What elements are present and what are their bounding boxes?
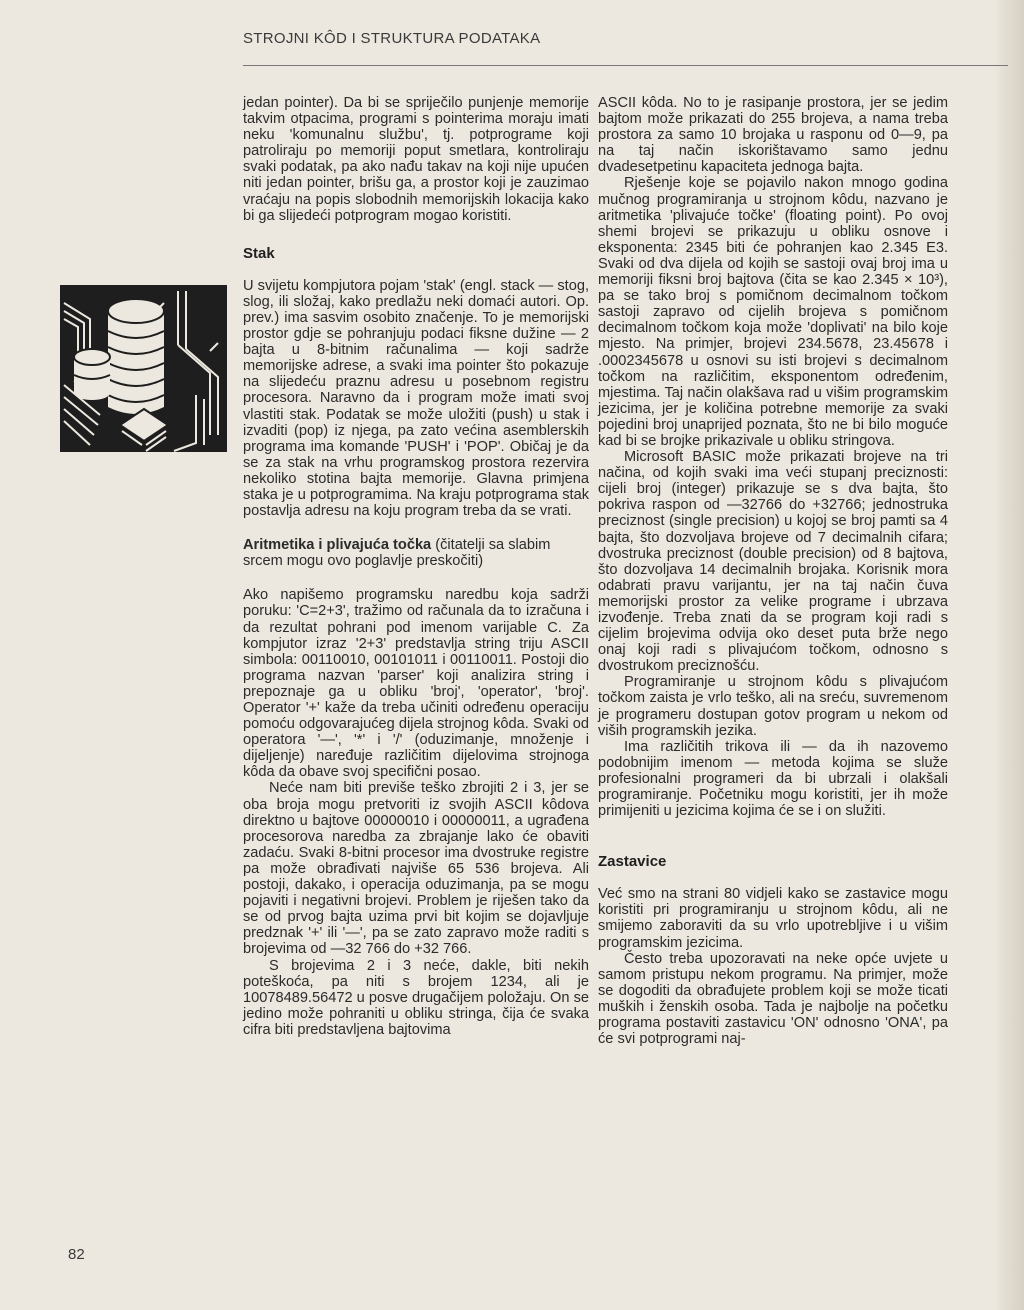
section-heading-stak: Stak bbox=[243, 244, 275, 262]
paragraph: Ima različitih trikova ili — da ih nazovemo podobnijim imenom — metoda kojima se služe profesionalni programeri da bi ubrzali i olakšali programiranje. Početniku mogu koristiti, jer ih može primijeniti u jezicima kojima će se i on služiti. bbox=[598, 738, 948, 820]
paragraph: ASCII kôda. No to je rasipanje prostora, jer se jedim bajtom može prikazati do 255 brojeva, a nama treba prostora za samo 10 brojaka u rasponu od 0—9, pa na taj način iskorištavamo samo jednu dvadesetpetinu kapaciteta jednoga bajta. bbox=[598, 95, 948, 176]
right-column bbox=[598, 95, 948, 1047]
section-heading-aritmetika: Aritmetika i plivajuća točka bbox=[243, 537, 432, 554]
header-rule bbox=[243, 65, 1008, 66]
page-edge bbox=[994, 0, 1024, 1310]
paragraph: Ako napišemo programsku naredbu koja sadrži poruku: 'C=2+3', tražimo od računala da to izračuna i da rezultat pohrani pod imenom varijable C. Za kompjutor izraz '2+3' predstavlja string triju ASCII simbola: 00110010, 00101011 i 00110011. Postoji dio programa nazvan 'parser' koji analizira string i prepoznaje ga u obliku 'broj', 'operator', 'broj'. Operator '+' kaže da treba učiniti određenu operaciju pomoću odgovarajućeg dijela strojnog kôda. Svaki od operatora '—', '*' i '/' (oduzimanje, množenje i dijeljenje) naređuje različitim dijelovima strojnoga kôda da obave svoj specifični posao. bbox=[243, 587, 589, 781]
paragraph: jedan pointer). Da bi se spriječilo punjenje memorije takvim otpacima, programi s pointerima moraju imati neku 'komunalnu službu', tj. potprograme koji patroliraju po memoriji poput smetlara, kontroliraju svaki podatak, pa ako nađu takav na koji nije upućen niti jedan pointer, brišu ga, a prostor koji je zauzimao vraćaju na popis slobodnih memorijskih lokacija kako bi ga slijedeći potprogram mogao koristiti. bbox=[243, 95, 589, 224]
paragraph: Rješenje koje se pojavilo nakon mnogo godina mučnog programiranja u strojnom kôdu, nazvano je aritmetika 'plivajuće točke' (floating point). Po ovoj shemi brojevi se prikazuju u obliku osnove i eksponenta: 2345 biti će pohranjen kao 2.345 E3. Svaki od dva dijela od kojih se sastoji ovaj broj ima u memoriji fiksni broj bajtova (čita se kao 2.345 × 10³), pa se tako broj s pomičnom decimalnom točkom sastoji zapravo od cijelih brojeva s pomičnom decimalnom točkom koja može 'doplivati' na bilo koje mjesto. Na primjer, brojevi 234.5678, 23.45678 i .0002345678 u osnovi su isti brojevi s decimalnom točkom na različitim, eksponentom određenim, mjestima. Taj način olakšava rad u višim programskim jezicima, jer je količina potrebne memorije za svaki pojedini broj unaprijed poznata, što ne bi bilo moguće kad bi se brojke prikazivale u obliku stringova. bbox=[598, 175, 948, 449]
paragraph: Programiranje u strojnom kôdu s plivajućom točkom zaista je vrlo teško, ali na sreću, suvremenom je programeru dostupan gotov program u nekom od viših programskih jezika. bbox=[598, 674, 948, 739]
paragraph: Često treba upozoravati na neke opće uvjete u samom pristupu nekom programu. Na primjer, može se dogoditi da obrađujete problem koji se može ticati muških i ženskih osoba. Tada je najbolje na početku programa postaviti zastavicu 'ON' odnosno 'ONA', pa će svi potprogrami naj- bbox=[598, 950, 948, 1048]
left-column bbox=[243, 95, 589, 1038]
section-heading-aritmetika-line bbox=[243, 537, 589, 569]
running-head: STROJNI KÔD I STRUKTURA PODATAKA bbox=[243, 30, 541, 47]
section-heading-note: (čitatelji sa slabim srcem mogu ovo poglavlje preskočiti) bbox=[243, 537, 551, 570]
paragraph: Neće nam biti previše teško zbrojiti 2 i 3, jer se oba broja mogu pretvoriti iz svojih ASCII kôdova direktno u bajtove 00000010 i 00000011, a ugrađena procesorova naredba za zbrajanje lako će obaviti zadaću. Svaki 8-bitni procesor ima dvostruke registre pa može obrađivati najviše 65 536 brojeva. Ali postoji, dakako, i operacija oduzimanja, pa se mogu pojaviti i negativni brojevi. Problem je riješen tako da se od prvog bajta uzima prvi bit kojim se dojavljuje predznak '+' ili '—', pa se zato zapravo može raditi s brojevima od —32 766 do +32 766. bbox=[243, 780, 589, 958]
paragraph: S brojevima 2 i 3 neće, dakle, biti nekih poteškoća, pa niti s brojem 1234, ali je 10078489.56472 u posve drugačijem položaju. On se jedino može pohraniti u obliku stringa, čija će svaka cifra biti predstavljena bajtovima bbox=[243, 957, 589, 1038]
paragraph: Microsoft BASIC može prikazati brojeve na tri načina, od kojih svaki ima veći stupanj preciznosti: cijeli broj (integer) prikazuje se s dva bajta, što pokriva raspon od —32766 do +32766; jednostruka preciznost (single precision) u kojoj se broj pamti sa 4 bajta, što dozvoljava brojeve od 7 decimalnih cifara; dvostruka preciznost (double precision) od 8 bajtova, što dozvoljava 14 decimalnih brojaka. Korisnik mora odabrati pravu varijantu, jer na taj način čuva memorijski prostor za velike programe i ubrzava izvođenje. Treba znati da se program koji radi s cijelim brojevima odvija oko deset puta brže nego onaj koji radi s plivajućom točkom, odnosno s dvostrukom preciznošću. bbox=[598, 449, 948, 675]
paragraph: U svijetu kompjutora pojam 'stak' (engl. stack — stog, slog, ili složaj, kako predlažu neki domaći autori. Op. prev.) ima sasvim osobito značenje. To je memorijski prostor gdje se pohranjuju podaci fiksne dužine — 2 bajta u 8-bitnim računalima — koji sadrže memorijske adrese, a svaki ima pointer što pokazuje na slijedeću praznu adresu u posebnom registru procesora. Naravno da i program može imati svoj vlastiti stak. Podatak se može uložiti (push) u stak i izvaditi (pop) iz njega, pa zato većina asemblerskih programa ima komande 'PUSH' i 'POP'. Običaj je da se za stak na vrhu programskog prostora rezervira nekoliko stotina bajta memorije. Glavna primjena staka je u potprogramima. Na kraju potprograma stak postavlja adresu na koju program treba da se vrati. bbox=[243, 277, 589, 520]
section-heading-zastavice: Zastavice bbox=[598, 853, 667, 871]
stack-logo-icon bbox=[60, 285, 227, 452]
paragraph: Već smo na strani 80 vidjeli kako se zastavice mogu koristiti pri programiranju u strojnom kôdu, ali ne smijemo zaboraviti da su vrlo upotrebljive i u višim programskim jezicima. bbox=[598, 886, 948, 951]
page-number: 82 bbox=[68, 1246, 85, 1263]
